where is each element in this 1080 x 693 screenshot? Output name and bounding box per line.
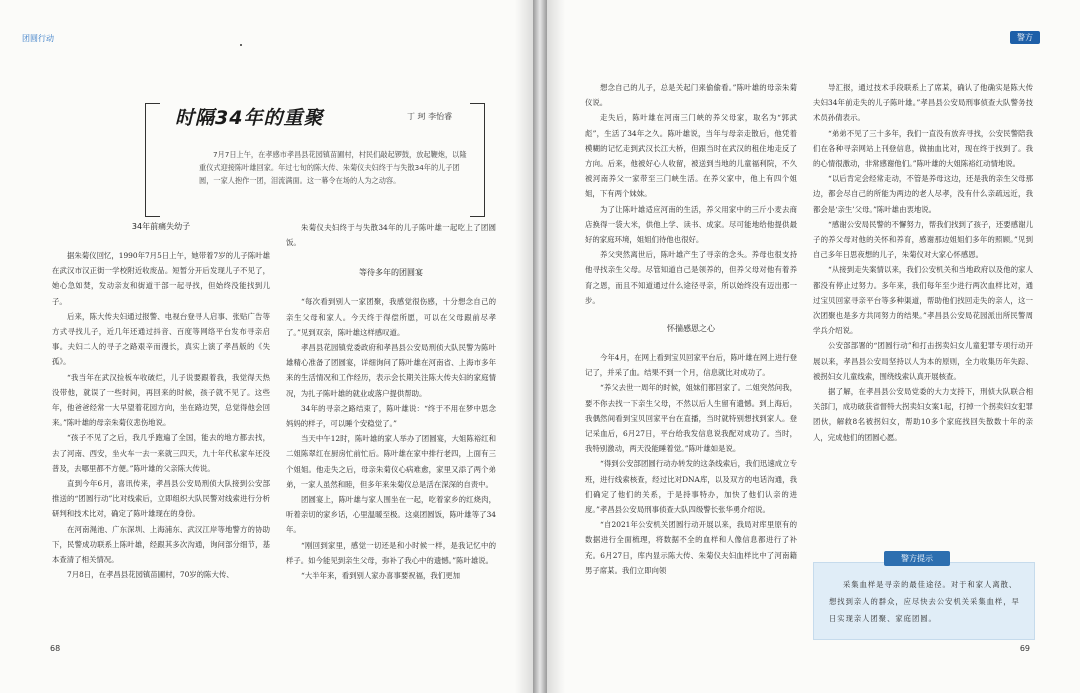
lead-paragraph: 7月7日上午，在孝感市孝昌县花园镇苗圃村，村民们敲起锣鼓，放起鞭炮，以隆重仪式迎接陈叶雄回家。年过七旬的陈大传、朱菊仪夫妇终于与失散34年的儿子团圆，一家人抱作一团，泪流满面。这一幕令在场的人为之动容。 bbox=[199, 150, 467, 185]
paragraph: 公安部部署的“团圆行动”和打击拐卖妇女儿童犯罪专项行动开展以来，孝昌县公安局坚持以人为本的原则，全力收集历年失踪、被拐妇女儿童线索，围绕线索认真开展核查。 bbox=[813, 341, 1033, 381]
paragraph: “刚回到家里，感觉一切还是和小时候一样，是我记忆中的样子。如今能见到亲生父母，弥补了我心中的遗憾。”陈叶雄说。 bbox=[286, 540, 496, 565]
paragraph: 团圆宴上，陈叶雄与家人围坐在一起，吃着家乡的红烧肉，听着亲切的家乡话，心里温暖至极。这桌团圆饭，陈叶雄等了34年。 bbox=[286, 495, 496, 535]
paragraph: 为了让陈叶雄适应河南的生活，养父用家中的三斤小麦去商店换得一袋大米，供他上学、读书、成家。尽可能地给他提供最好的家庭环境，姐姐们待他也很好。 bbox=[585, 204, 797, 245]
paragraph: “我当年在武汉捡板车收破烂，儿子说要跟着我，我觉得天热没带他，就误了一些时间，再回来的时候，孩子就不见了。这些年，他爸爸经常一大早望着花园方向，坐在路边哭，总觉得他会回来。”陈叶雄的母亲朱菊仪悲伤地说。 bbox=[52, 372, 270, 428]
paragraph: “感谢公安局民警的不懈努力，帮我们找到了孩子，还要感谢儿子的养父母对他的关怀和养育，感谢那边姐姐们多年的照顾。”见到自己多年日思夜想的儿子，朱菊仪对大家心怀感恩。 bbox=[813, 219, 1033, 260]
title-frame bbox=[145, 103, 485, 215]
title-bracket-left bbox=[145, 103, 160, 217]
paragraph: “从接到走失案情以来，我们公安机关和当地政府以及他的家人都没有停止过努力。多年来，我们每年至少进行两次血样比对，通过宝贝回家寻亲平台等多种渠道，帮助他们找回走失的亲人，这一次团聚也是多方共同努力的结果。”孝昌县公安局花园派出所民警周学兵介绍说。 bbox=[813, 265, 1033, 336]
right-column-2 bbox=[813, 80, 1033, 445]
page-number-right: 69 bbox=[1019, 644, 1030, 653]
paragraph: “每次看到别人一家团聚，我感觉很伤感，十分想念自己的亲生父母和家人。今天终于得偿所愿，可以在父母跟前尽孝了。”见到双亲，陈叶雄这样感叹道。 bbox=[286, 297, 496, 337]
book-binding bbox=[533, 0, 547, 693]
article-title: 时隔34年的重聚 bbox=[175, 107, 324, 129]
left-column-2 bbox=[286, 220, 496, 583]
police-tip-title: 警方提示 bbox=[884, 551, 950, 566]
byline: 丁 珂 李怡睿 bbox=[407, 112, 453, 121]
paragraph: 今年4月，在网上看到宝贝回家平台后，陈叶雄在网上进行登记了，并采了血。结果不到一个月，信息就比对成功了。 bbox=[585, 353, 797, 378]
paragraph: 走失后，陈叶雄在河南三门峡的养父母家，取名为“郭武彪”，生活了34年之久。陈叶雄说，当年与母亲走散后，他凭着模糊的记忆走到武汉长江大桥，但跟当时在武汉的租住地走反了方向。后来，他被好心人收留，被送到当地的儿童福利院，不久被河南养父一家带至三门峡生活。在养父家中，他上有四个姐姐，下有两个妹妹。 bbox=[585, 113, 797, 199]
section-heading-2: 等待多年的团圆宴 bbox=[359, 268, 423, 278]
title-bracket-right bbox=[470, 103, 485, 217]
paragraph: “大半年来，看到别人家办喜事要祝福，我们更加 bbox=[301, 571, 460, 581]
paragraph: “以后肯定会经常走动，不管是养母这边，还是我的亲生父母那边，都会尽自己的所能为两边的老人尽孝，没有什么亲疏远近，我都会是‘亲生’父母。”陈叶雄由衷地说。 bbox=[813, 174, 1033, 214]
paragraph: “自2021年公安机关团圆行动开展以来，我局对库里原有的数据进行全面梳理，将数据不全的血样和人像信息都进行了补充。6月27日，库内显示陈大传、朱菊仪夫妇血样比中了河南籍男子席某。我们立即向领 bbox=[585, 520, 797, 575]
page-number-left: 68 bbox=[50, 644, 61, 653]
paragraph: “得到公安部团圆行动办转发的这条线索后，我们迅速成立专班，进行线索核查，经过比对DNA库，以及双方的电话沟通，我们确定了他们的关系，于是持事特办，加快了他们认亲的进度。”孝昌县公安局刑事侦查大队四级警长张华勇介绍说。 bbox=[585, 459, 797, 515]
section-heading-3: 怀揣感恩之心 bbox=[667, 324, 715, 334]
gutter-shadow bbox=[547, 0, 565, 693]
paragraph: 养父突然离世后，陈叶雄产生了寻亲的念头。养母也很支持他寻找亲生父母。尽管知道自己是领养的，但养父母对他有着养育之恩，而且不知道通过什么途径寻亲，所以始终没有迈出那一步。 bbox=[585, 250, 797, 305]
gutter-shadow bbox=[515, 0, 533, 693]
paragraph: “养父去世一周年的时候，姐妹们都回家了。二姐突然问我，要不你去找一下亲生父母，不然以后人生留有遗憾。到上海后，我偶然间看到宝贝回家平台在直播，当时就特别想找到家人。登记采血后，6月27日，平台给我发信息说我配对成功了。当时，我特别激动，两天没能睡着觉。”陈叶雄如是说。 bbox=[585, 383, 797, 454]
left-column-1 bbox=[52, 220, 270, 582]
paragraph: 据朱菊仪回忆，1990年7月5日上午，她带着7岁的儿子陈叶雄在武汉市汉正街一学校附近收废品。短暂分开后发现儿子不见了，她心急如焚，发动亲友和街道干部一起寻找，但始终没能找到儿子。 bbox=[52, 251, 270, 306]
paragraph: 导汇报，通过技术手段联系上了席某，确认了他确实是陈大传夫妇34年前走失的儿子陈叶雄。”孝昌县公安局刑事侦查大队警务技术员孙倩表示。 bbox=[813, 83, 1033, 123]
police-badge: 警方 bbox=[1010, 31, 1040, 44]
paragraph: 当天中午12时，陈叶雄的家人举办了团圆宴，大姐陈裕红和二姐陈翠红在厨房忙前忙后。陈叶雄在家中排行老四，上面有三个姐姐。他走失之后，母亲朱菊仪心病难愈，家里又添了两个弟弟，一家人虽然和睦，但多年来朱菊仪总是活在深深的自责中。 bbox=[286, 434, 496, 489]
paragraph: 据了解，在孝昌县公安局党委的大力支持下，刑侦大队联合相关部门，成功破获省督特大拐卖妇女案1起，打掉一个拐卖妇女犯罪团伙，解救8名被拐妇女，帮助10多个家庭找回失散数十年的亲人，完成他们的团圆心愿。 bbox=[813, 387, 1033, 442]
paragraph: 直到今年6月，喜讯传来，孝昌县公安局刑侦大队接到公安部推送的“团圆行动”比对线索后，立即组织大队民警对线索进行分析研判和技术比对，确定了陈叶雄现在的身份。 bbox=[52, 479, 270, 519]
section-heading-1: 34年前痛失幼子 bbox=[131, 222, 191, 231]
paragraph: 后来，陈大传夫妇通过报警、电视台登寻人启事、张贴广告等方式寻找儿子，近几年还通过抖音、百度等网络平台发布寻亲启事。夫妇二人的寻子之路艰辛而漫长，真实上演了孝昌版的《失孤》。 bbox=[52, 311, 270, 367]
print-dot bbox=[240, 44, 242, 46]
paragraph: 在河南渑池、广东深圳、上海浦东、武汉江岸等地警方的协助下，民警成功联系上陈叶雄，经跟其多次沟通，询问部分细节，基本查清了相关情况。 bbox=[52, 524, 270, 565]
left-page bbox=[0, 0, 533, 693]
right-column-1 bbox=[585, 80, 797, 578]
paragraph: 7月8日，在孝昌县花园镇苗圃村，70岁的陈大传、 bbox=[67, 570, 234, 580]
paragraph: 朱菊仪夫妇终于与失散34年的儿子陈叶雄一起吃上了团圆饭。 bbox=[286, 223, 496, 248]
paragraph: 想念自己的儿子，总是关起门来偷偷看。”陈叶雄的母亲朱菊仪说。 bbox=[585, 83, 797, 108]
police-tip-text: 采集血样是寻亲的最佳途径。对于和家人离散、想找到亲人的群众，应尽快去公安机关采集血样，早日实现亲人团聚、家庭团圆。 bbox=[829, 580, 1020, 623]
paragraph: “弟弟不见了三十多年，我们一直没有放弃寻找，公安民警陪我们在各种寻亲网站上刊登信息，做抽血比对，现在终于找到了。我的心情很激动，非常感谢他们。”陈叶雄的大姐陈裕红动情地说。 bbox=[813, 128, 1033, 169]
paragraph: “孩子不见了之后，我几乎跑遍了全国，能去的地方都去找，去了河南、西安，坐火车一去一来就三四天，九十年代私家车还没普及，去哪里都不方便。”陈叶雄的父亲陈大传说。 bbox=[52, 433, 270, 473]
paragraph: 孝昌县花园镇党委政府和孝昌县公安局刑侦大队民警为陈叶雄精心准备了团圆宴，详细询问了陈叶雄在河南省、上海市多年来的生活情况和工作经历，表示会长期关注陈大传夫妇的家庭情况，为扎子陈叶雄的就业或落户提供帮助。 bbox=[286, 343, 496, 398]
paragraph: 34年的寻亲之路结束了，陈叶雄说：“终于不用在梦中思念妈妈的样子，可以睡个安稳觉了。” bbox=[286, 403, 496, 429]
section-tag: 团圆行动 bbox=[22, 34, 54, 43]
